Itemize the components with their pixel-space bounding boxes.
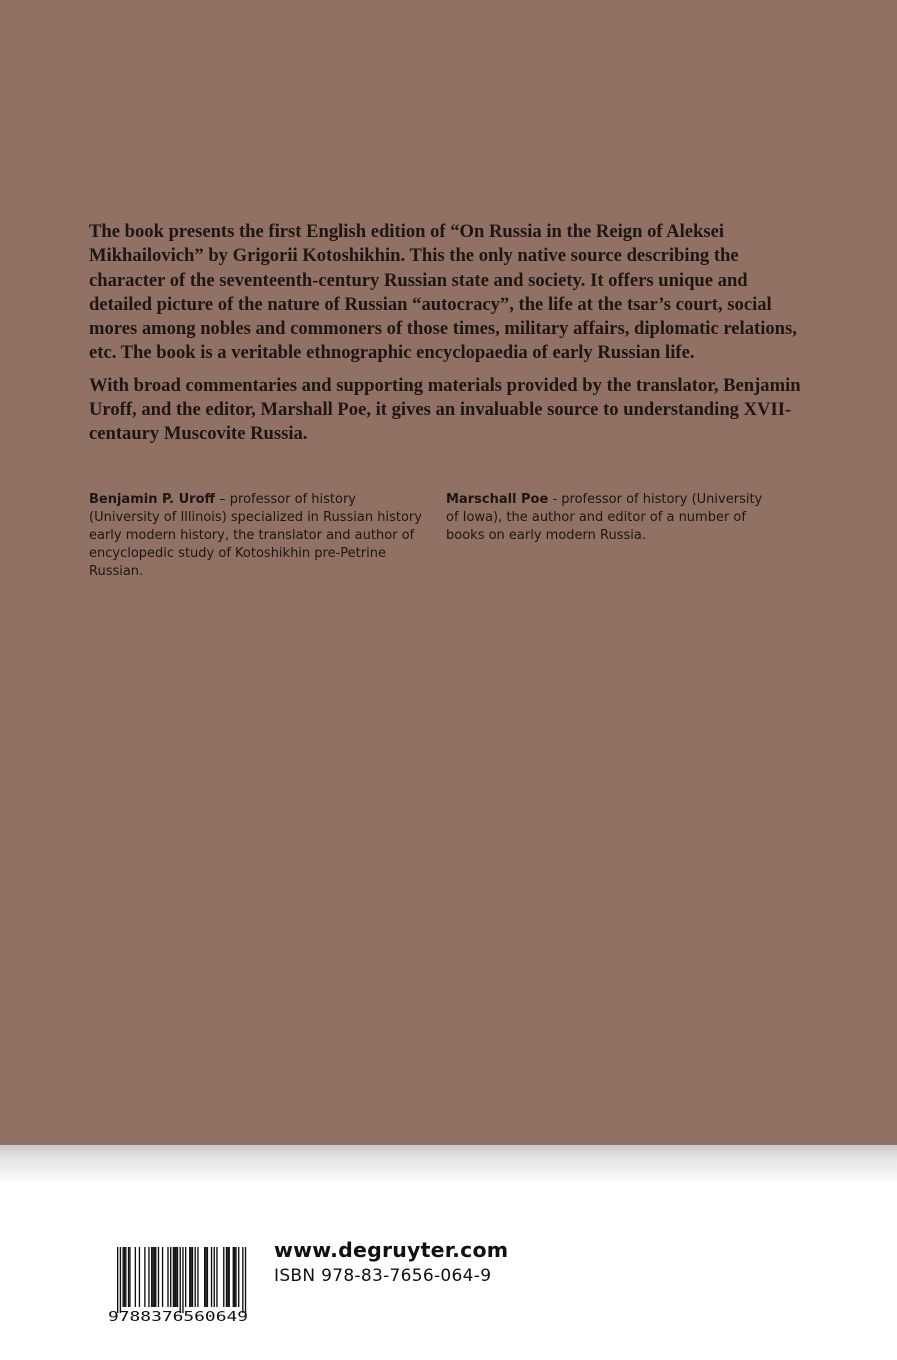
barcode-bar [214,1247,215,1307]
barcode-bar [233,1247,234,1307]
barcode-bar [180,1247,181,1313]
barcode-bar [207,1247,208,1307]
barcode-bar [162,1247,163,1307]
book-description [89,220,809,455]
barcode-bar [139,1247,140,1307]
barcode-bar [173,1247,174,1307]
barcode-bar [192,1247,193,1307]
editor-bio [446,491,776,545]
barcode-bar [242,1247,243,1313]
barcode-bar [135,1247,136,1307]
barcode-bar [124,1247,125,1307]
isbn-number: ISBN 978-83-7656-064-9 [274,1266,492,1286]
translator-name: Benjamin P. Uroff [89,492,216,507]
barcode-bar [182,1247,183,1313]
barcode-bar [197,1247,198,1307]
barcode-bar [125,1247,126,1307]
barcode-bar [223,1247,224,1307]
barcode-bar [154,1247,155,1307]
barcode-bar [151,1247,152,1307]
barcode-bar [205,1247,206,1307]
barcode-bar [245,1247,246,1313]
barcode-bar [235,1247,236,1307]
barcode-bars [117,1247,246,1313]
barcode-graphic [105,1245,251,1323]
barcode-bar [185,1247,186,1307]
barcode-bar [174,1247,175,1307]
barcode-bar [158,1247,159,1307]
editor-name: Marschall Poe [446,492,549,507]
barcode-bar [229,1247,230,1307]
barcode-bar [227,1247,228,1307]
barcode-bar [170,1247,171,1307]
barcode-bar [234,1247,235,1307]
barcode-bar [216,1247,217,1307]
translator-bio-text: – professor of history (University of Illinois) specialized in Russian history early modern history, the translator and author of encyclopedic study of Kotoshikhin pre-Petrine Russian. [89,492,422,579]
barcode-bar [122,1247,123,1307]
publisher-website: www.degruyter.com [274,1238,509,1262]
barcode-bar [189,1247,190,1307]
panel-edge-shadow [0,1145,897,1185]
barcode-bar [128,1247,129,1307]
description-paragraph-2: With broad commentaries and supporting materials provided by the translator, Benjamin Uroff, and the editor, Marshall Poe, it gives an invaluable source to understanding XVII-centaury Muscovite Russia. [89,374,801,445]
barcode-bar [238,1247,239,1307]
description-paragraph-1: The book presents the first English edition of “On Russia in the Reign of Aleksei Mikhailovich” by Grigorii Kotoshikhin. This the only native source describing the character of the seventeenth-century Russian state and society. It offers unique and detailed picture of the nature of Russian “autocracy”, the life at the tsar’s court, social mores among nobles and commoners of those times, military affairs, diplomatic relations, etc. The book is a veritable ethnographic encyclopaedia of early Russian life. [89,221,797,364]
barcode-digits: 9788376560649 [108,1310,248,1323]
barcode-bar [177,1247,178,1307]
barcode-bar [211,1247,212,1307]
barcode-bar [167,1247,168,1307]
barcode-bar [195,1247,196,1307]
barcode-bar [152,1247,153,1307]
barcode-bar [120,1247,121,1313]
translator-bio [89,491,425,581]
barcode-bar [155,1247,156,1307]
barcode-bar [204,1247,205,1307]
barcode-bar [117,1247,118,1313]
editor-bio-text: - professor of history (University of Iowa), the author and editor of a number of books on early modern Russia. [446,492,763,543]
barcode-bar [129,1247,130,1307]
barcode-bar [144,1247,145,1307]
barcode-bar [148,1247,149,1307]
barcode-bar [190,1247,191,1307]
isbn-barcode [105,1245,251,1323]
barcode-bar [226,1247,227,1307]
barcode-bar [175,1247,176,1307]
